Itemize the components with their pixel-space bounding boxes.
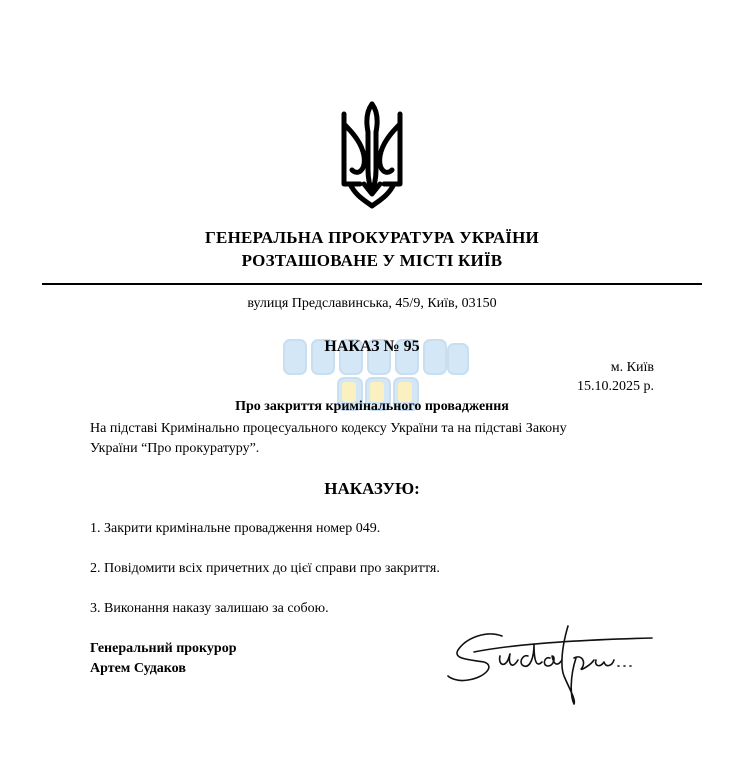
order-place: м. Київ [610, 360, 654, 375]
order-date: 15.10.2025 р. [577, 379, 654, 394]
order-subject: Про закриття кримінального провадження [235, 399, 509, 414]
signer-role: Генеральний прокурор [90, 641, 237, 656]
order-item: 1. Закрити кримінальне провадження номер 049. [90, 521, 381, 536]
organization-name: ГЕНЕРАЛЬНА ПРОКУРАТУРА УКРАЇНИ [205, 228, 539, 247]
order-verb: НАКАЗУЮ: [324, 479, 420, 498]
handwritten-signature [444, 616, 658, 708]
order-item: 3. Виконання наказу залишаю за собою. [90, 601, 329, 616]
order-basis-line: На підставі Кримінально процесуального кодексу України та на підставі Закону [90, 421, 567, 436]
order-item: 2. Повідомити всіх причетних до цієї справи про закриття. [90, 561, 440, 576]
order-basis [90, 419, 650, 459]
order-basis-line: України “Про прокуратуру”. [90, 441, 260, 456]
order-title: НАКАЗ № 95 [324, 338, 420, 355]
organization-location: РОЗТАШОВАНЕ У МІСТІ КИЇВ [241, 251, 503, 270]
signer-name: Артем Судаков [90, 661, 186, 676]
trident-emblem-icon [336, 100, 408, 212]
header-divider [42, 283, 702, 285]
organization-address: вулиця Предславинська, 45/9, Київ, 03150 [247, 296, 497, 311]
